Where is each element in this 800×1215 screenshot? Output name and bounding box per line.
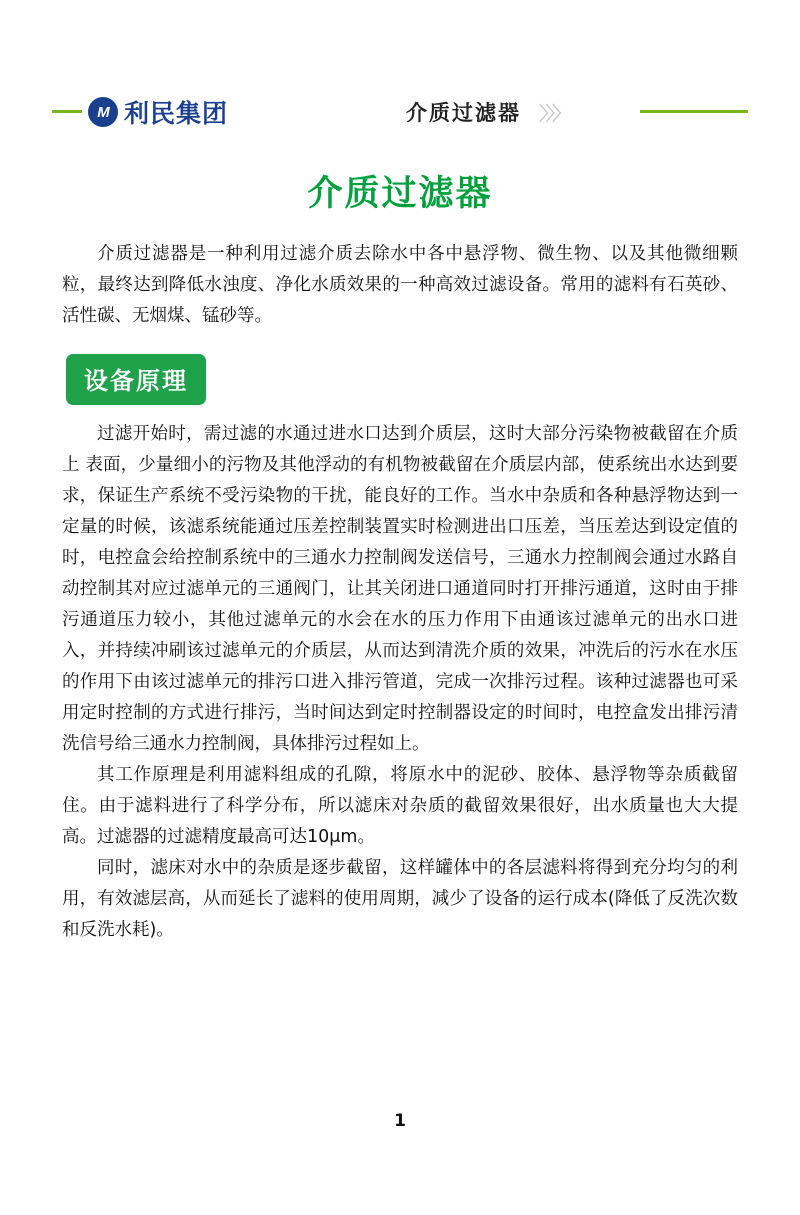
header-rule-right [640, 110, 748, 113]
header-rule-left [52, 110, 82, 113]
document-page [0, 84, 800, 1215]
logo-text: 利民集团 [124, 99, 229, 128]
paragraph: 其工作原理是利用滤料组成的孔隙，将原水中的泥砂、胶体、悬浮物等杂质截留住。由于滤料进行了科学分布，所以滤床对杂质的截留效果很好，出水质量也大大提高。过滤器的过滤精度最高可达10μm。 [62, 765, 738, 847]
section-badge: 设备原理 [66, 354, 206, 405]
company-logo [88, 94, 228, 130]
page-number: 1 [394, 1111, 406, 1131]
logo-monogram-icon: M [88, 97, 118, 127]
chevrons-icon: 〉〉〉 [539, 103, 569, 125]
paragraph: 同时，滤床对水中的杂质是逐步截留，这样罐体中的各层滤料将得到充分均匀的利用，有效滤层高，从而延长了滤料的使用周期，减少了设备的运行成本(降低了反洗次数和反洗水耗)。 [62, 857, 738, 940]
header-title: 介质过滤器 [406, 101, 522, 125]
body-content [52, 419, 748, 945]
page-header [52, 84, 748, 140]
paragraph: 过滤开始时，需过滤的水通过进水口达到介质层，这时大部分污染物被截留在介质上 表面，少量细小的污物及其他浮动的有机物被截留在介质层内部，使系统出水达到要求，保证生产系统不受污染物的干扰，能良好的工作。当水中杂质和各种悬浮物达到一定量的时候，该滤系统能通过压差控制装置实时检测进出口压差，当压差达到设定值的时，电控盒会给控制系统中的三通水力控制阀发送信号，三通水力控制阀会通过水路自动控制其对应过滤单元的三通阀门，让其关闭进口通道同时打开排污通道，这时由于排污通道压力较小，其他过滤单元的水会在水的压力作用下由通该过滤单元的出水口进入，并持续冲刷该过滤单元的介质层，从而达到清洗介质的效果，冲洗后的污水在水压的作用下由该过滤单元的排污口进入排污管道，完成一次排污过程。该种过滤器也可采用定时控制的方式进行排污，当时间达到定时控制器设定的时间时，电控盒发出排污清洗信号给三通水力控制阀，具体排污过程如上。 [62, 424, 738, 755]
page-title: 介质过滤器 [307, 174, 493, 214]
intro-paragraph: 介质过滤器是一种利用过滤介质去除水中各中悬浮物、微生物、以及其他微细颗粒，最终达到降低水浊度、净化水质效果的一种高效过滤设备。常用的滤料有石英砂、活性碳、无烟煤、锰砂等。 [62, 244, 738, 327]
section-heading-wrap [52, 332, 748, 419]
